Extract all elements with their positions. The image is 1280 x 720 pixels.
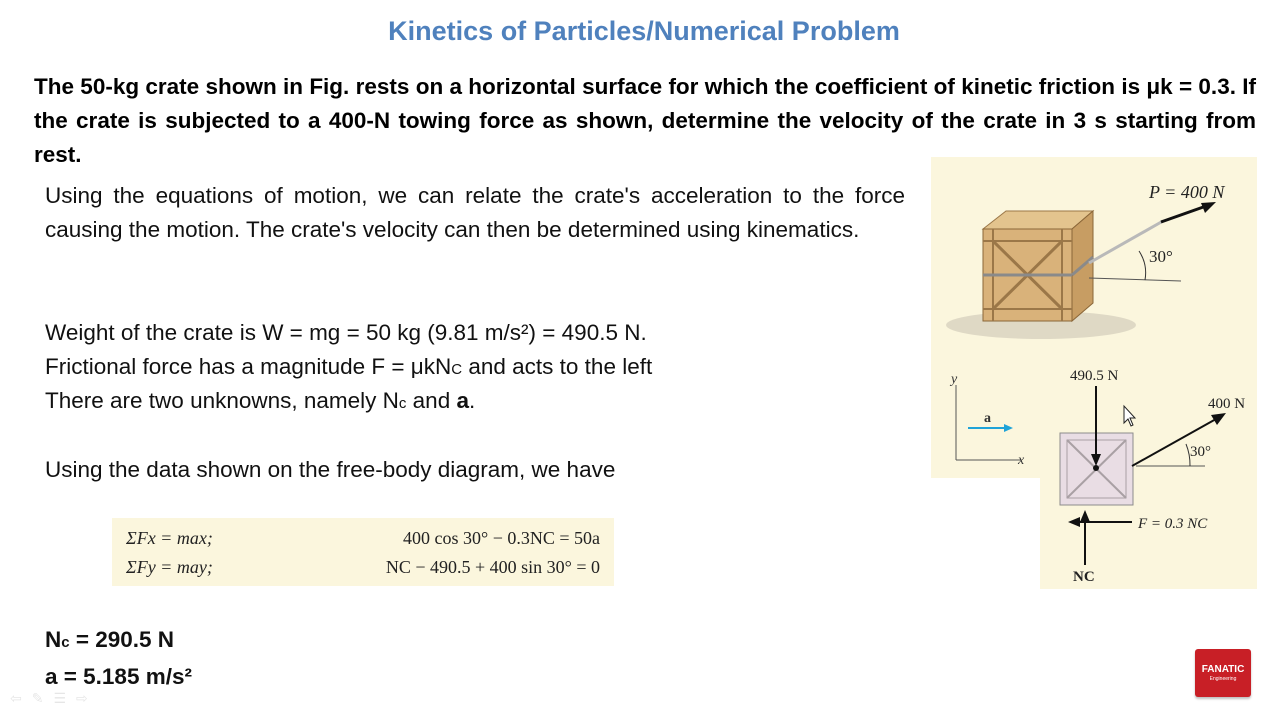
equation-x (112, 528, 614, 558)
crate-angle-label: 30° (1149, 247, 1173, 266)
equation-y-rhs: NC − 490.5 + 400 sin 30° = 0 (385, 557, 600, 577)
normal-force-label: NC (1073, 569, 1095, 585)
result-acceleration: a = 5.185 m/s² (45, 664, 192, 689)
unknowns-subscript: c (398, 395, 407, 412)
fbd-angle-label: 30° (1190, 444, 1211, 460)
crate-force-label: P = 400 N (1149, 182, 1225, 202)
intro-paragraph: Using the equations of motion, we can relate the crate's acceleration to the force causing the motion. The crate's velocity can then be determined using kinematics. (45, 183, 905, 242)
friction-line (45, 350, 905, 387)
results (45, 623, 192, 694)
axis-sketch (931, 360, 1041, 478)
weight-label: 490.5 N (1070, 368, 1119, 384)
y-axis-label: y (951, 372, 958, 387)
menu-icon[interactable]: ☰ (53, 690, 67, 706)
acceleration-label: a (984, 411, 991, 426)
result-normal-force: Nc = 290.5 N (45, 627, 175, 652)
crate-illustration (931, 157, 1257, 357)
x-axis-label: x (1018, 453, 1025, 468)
equation-y-lhs: ΣFy = may; (126, 557, 213, 577)
unknowns-and: and (406, 388, 457, 413)
friction-label: F = 0.3 NC (1138, 516, 1208, 532)
fanatic-logo: FANATIC Engineering (1195, 649, 1251, 697)
fbd-force-label: 400 N (1208, 396, 1246, 412)
weight-line: Weight of the crate is W = mg = 50 kg (9.81 m/s²) = 490.5 N. (45, 320, 647, 345)
prev-slide-icon[interactable]: ⇦ (10, 690, 22, 706)
free-body-diagram (1040, 360, 1257, 589)
unknowns-text: There are two unknowns, namely N (45, 388, 399, 413)
next-slide-icon[interactable]: ⇨ (76, 690, 88, 706)
unknowns-line (45, 384, 905, 421)
data-intro-line: Using the data shown on the free-body diagram, we have (45, 457, 616, 482)
unknowns-period: . (468, 388, 476, 413)
friction-text-end: and acts to the left (462, 354, 653, 379)
friction-subscript: C (451, 361, 463, 378)
slide-title: Kinetics of Particles/Numerical Problem (388, 16, 900, 46)
pen-icon[interactable]: ✎ (31, 690, 44, 706)
problem-statement: The 50-kg crate shown in Fig. rests on a horizontal surface for which the coefficient of kinetic friction is μk = 0.3. If the crate is subjected to a 400-N towing force as shown, determine the velocity of the crate in 3 s starting from rest. (34, 74, 1256, 167)
cursor-icon (1124, 406, 1135, 426)
equation-y (112, 557, 614, 587)
equation-x-rhs: 400 cos 30° − 0.3NC = 50a (403, 528, 600, 548)
equation-x-lhs: ΣFx = max; (126, 528, 213, 548)
slideshow-controls[interactable] (10, 690, 98, 707)
friction-text: Frictional force has a magnitude F = μkN (45, 354, 452, 379)
unknowns-accel: a (456, 388, 469, 413)
equations-box (112, 518, 614, 586)
